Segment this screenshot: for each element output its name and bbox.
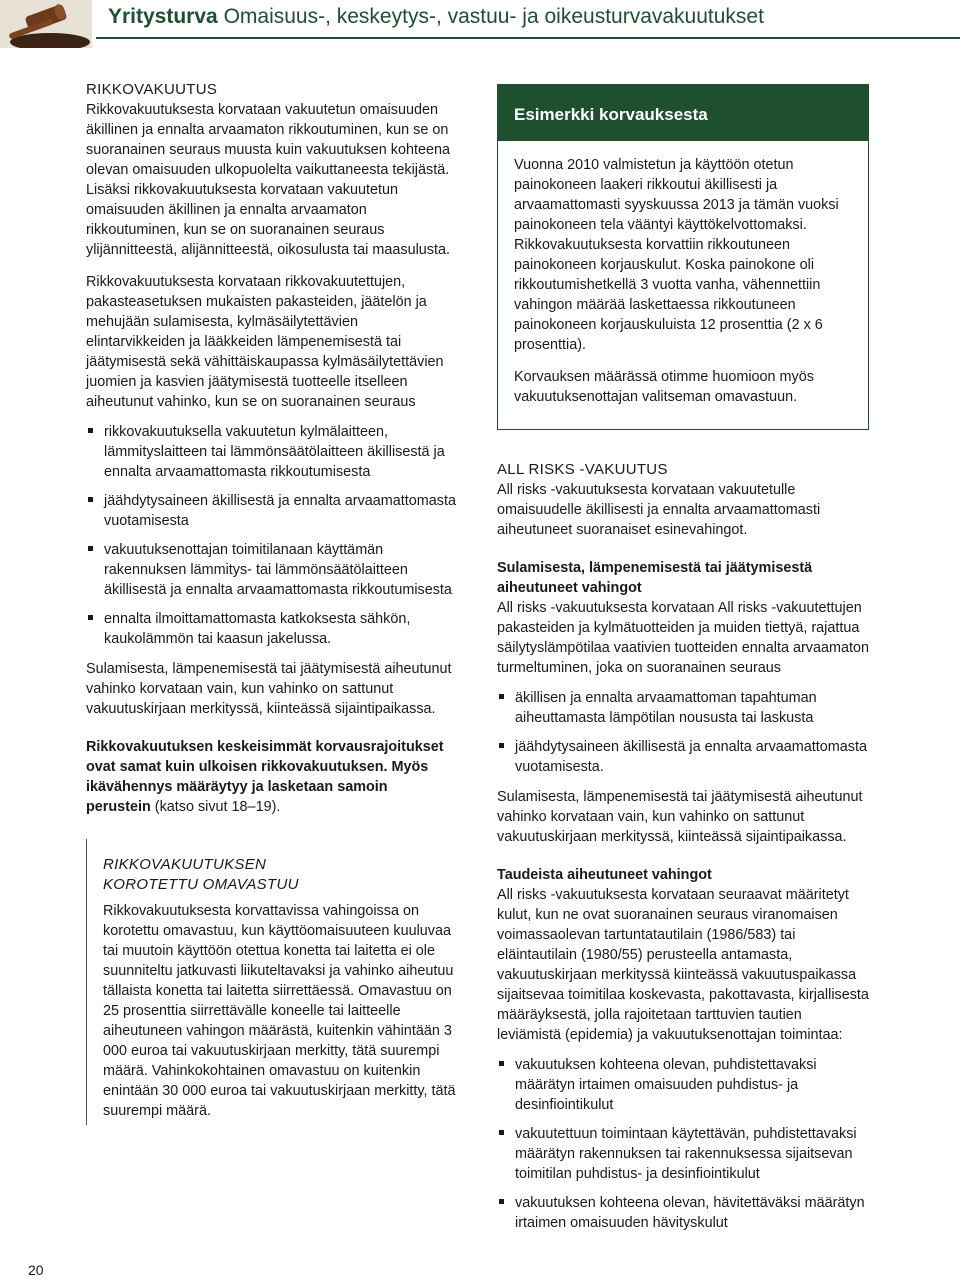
key-limitations-bold: Rikkovakuutuksen keskeisimmät korvausrajoitukset ovat samat kuin ulkoisen rikkovakuutuksen. Myös ikävähennys määräytyy ja lasketaan samoin perustein (86, 739, 444, 815)
example-body (498, 141, 868, 429)
bullet-icon (499, 1130, 504, 1135)
bullet-icon (499, 1199, 504, 1204)
list-item-text: vakuutuksen kohteena olevan, puhdistettavaksi määrätyn irtaimen omaisuuden puhdistus- ja desinfiointikulut (515, 1057, 817, 1113)
bullet-icon (499, 743, 504, 748)
header-brand: Yritysturva (108, 5, 218, 28)
list-item-text: vakuutuksenottajan toimitilanaan käyttämän rakennuksen lämmitys- tai lämmönsäätölaitteen äkillisestä ja ennalta arvaamattomasta rikkoutumisesta (104, 542, 452, 598)
paragraph: Sulamisesta, lämpenemisestä tai jäätymisestä aiheutunut vahinko korvataan vain, kun vahinko on sattunut vakuutuskirjaan merkityssä, kiinteässä sijaintipaikassa. (497, 789, 863, 845)
list-item (86, 422, 456, 482)
box-text: Rikkovakuutuksesta korvattavissa vahingoissa on korotettu omavastuu, kun käyttöomaisuuteen kuuluvaa tai muutoin käyttöön otettua konetta tai laitetta ei ole suunniteltu jatkuvasti liikuteltavaksi ja vahinko aiheutuu tällaista konetta tai laitetta siirrettäessä. Omavastuu on 25 prosenttia siirrettävälle koneelle tai laitteelle aiheutuneen vahingon määrästä, kuitenkin vähintään 3 000 euroa tai vakuutuskirjaan merkitty, tätä suurempi määrä. Vahinkokohtainen omavastuu on kuitenkin enintään 30 000 euroa tai vakuutuskirjaan merkitty, tätä suurempi määrä. (103, 903, 456, 1119)
box-heading-line-1: RIKKOVAKUUTUKSEN (103, 856, 267, 873)
right-column (497, 84, 869, 1243)
list-item (497, 1124, 869, 1184)
list-item-text: vakuutuksen kohteena olevan, hävitettäväksi määrätyn irtaimen omaisuuden hävityskulut (515, 1195, 865, 1231)
list-item (497, 1055, 869, 1115)
paragraph: All risks -vakuutuksesta korvataan All risks -vakuutettujen pakasteiden ja kylmätuotteiden ja muiden tiettyä, rajattua säilytyslämpötilaa vaativien tuotteiden ennalta arvaamaton turmeltuminen, joka on suoranainen seuraus (497, 600, 869, 676)
example-title: Esimerkki korvauksesta (498, 85, 868, 141)
list-item-text: jäähdytysaineen äkillisestä ja ennalta arvaamattomasta vuotamisesta (104, 493, 456, 529)
list-item (497, 688, 869, 728)
section-heading-all-risks: ALL RISKS -VAKUUTUS (497, 461, 668, 478)
bullet-icon (88, 497, 93, 502)
page-number: 20 (28, 1262, 44, 1278)
list-item (497, 1193, 869, 1233)
key-limitations-ref: (katso sivut 18–19). (150, 799, 281, 815)
list-item-text: jäähdytysaineen äkillisestä ja ennalta arvaamattomasta vuotamisesta. (515, 739, 867, 775)
header-title (108, 5, 764, 29)
bullet-icon (499, 1061, 504, 1066)
list-item-text: vakuutettuun toimintaan käytettävän, puhdistettavaksi määrätyn rakennuksen tai rakennuksessa sijaitsevan toimitilan puhdistus- ja desinfiointikulut (515, 1126, 857, 1182)
header-divider (96, 37, 960, 39)
bullet-icon (499, 694, 504, 699)
list-item-text: ennalta ilmoittamattomasta katkoksesta sähkön, kaukolämmön tai kaasun jakelussa. (104, 611, 411, 647)
example-box (497, 84, 869, 430)
page-header (0, 0, 960, 48)
header-subtitle: Omaisuus-, keskeytys-, vastuu- ja oikeusturvavakuutukset (223, 5, 764, 28)
increased-deductible-box (86, 839, 456, 1125)
list-item (497, 737, 869, 777)
list-item (86, 540, 456, 600)
bullet-list (497, 688, 869, 777)
bullet-icon (88, 546, 93, 551)
bullet-icon (88, 428, 93, 433)
paragraph: Rikkovakuutuksesta korvataan vakuutetun omaisuuden äkillinen ja ennalta arvaamaton rikkoutuminen, kun se on suoranainen seuraus muusta kuin vakuutuksen kohteena olevan omaisuuden ulkopuolelta vaikuttaneesta tekijästä. Lisäksi rikkovakuutuksesta korvataan vakuutetun omaisuuden äkillinen ja ennalta arvaamaton rikkoutuminen, kun se on suoranainen seuraus ylijännitteestä, alijännitteestä, oikosulusta tai maasulusta. (86, 102, 451, 258)
list-item (86, 491, 456, 531)
key-limitations-paragraph (86, 737, 456, 817)
paragraph: All risks -vakuutuksesta korvataan seuraavat määritetyt kulut, kun ne ovat suoranainen seuraus viranomaisen voimassaolevan tartuntatautilain (1986/583) tai eläintautilain (1980/55) perusteella antamasta, vakuutuskirjaan merkityssä kiinteässä vakuutuspaikassa sijaitsevaa toimitilaa koskevasta, pakottavasta, kirjallisesta määräyksestä, jolla rajoitetaan tarttuvien tautien leviämistä (epidemia) ja vakuutuksenottajan toimintaa: (497, 887, 869, 1043)
box-heading-line-2: KOROTETTU OMAVASTUU (103, 876, 299, 893)
gavel-icon (0, 0, 92, 48)
list-item (86, 609, 456, 649)
left-column (86, 80, 456, 1125)
subheading-diseases: Taudeista aiheutuneet vahingot (497, 867, 712, 883)
bullet-icon (88, 615, 93, 620)
section-heading-rikkovakuutus: RIKKOVAKUUTUS (86, 81, 218, 98)
bullet-list (86, 422, 456, 649)
paragraph: All risks -vakuutuksesta korvataan vakuutetulle omaisuudelle äkillisesti ja ennalta arvaamattomasti aiheutuneet suoranaiset esinevahingot. (497, 482, 821, 538)
subheading-melting: Sulamisesta, lämpenemisestä tai jäätymisestä aiheutuneet vahingot (497, 560, 813, 596)
paragraph: Rikkovakuutuksesta korvataan rikkovakuutettujen, pakasteasetuksen mukaisten pakasteiden, jäätelön ja mehujään sulamisesta, kylmäsäilytettävien elintarvikkeiden ja lääkkeiden lämpenemisestä tai jäätymisestä sekä vähittäiskaupassa kylmäsäilytettävien juomien ja kasvien jäätymisestä tuotteelle itselleen aiheutunut vahinko, kun se on suoranainen seuraus (86, 274, 444, 410)
bullet-list (497, 1055, 869, 1233)
example-paragraph: Vuonna 2010 valmistetun ja käyttöön otetun painokoneen laakeri rikkoutui äkillisesti ja arvaamattomasti syyskuussa 2013 ja tämän vuoksi painokoneen tela vääntyi käyttökelvottomaksi. Rikkovakuutuksesta korvattiin rikkoutuneen painokoneen korjauskulut. Koska painokone oli rikkoutumishetkellä 3 vuotta vanha, vähennettiin vahingon määrää laskettaessa rikkoutuneen painokoneen korjauskuluista 12 prosenttia (2 x 6 prosenttia). (514, 157, 839, 353)
list-item-text: rikkovakuutuksella vakuutetun kylmälaitteen, lämmityslaitteen tai lämmönsäätölaitteen äkillisestä ja ennalta arvaamattomasta rikkoutumisesta (104, 424, 445, 480)
list-item-text: äkillisen ja ennalta arvaamattoman tapahtuman aiheuttamasta lämpötilan noususta tai laskusta (515, 690, 817, 726)
example-paragraph: Korvauksen määrässä otimme huomioon myös vakuutuksenottajan valitseman omavastuun. (514, 369, 814, 405)
paragraph: Sulamisesta, lämpenemisestä tai jäätymisestä aiheutunut vahinko korvataan vain, kun vahinko on sattunut vakuutuskirjaan merkityssä, kiinteässä sijaintipaikassa. (86, 661, 452, 717)
